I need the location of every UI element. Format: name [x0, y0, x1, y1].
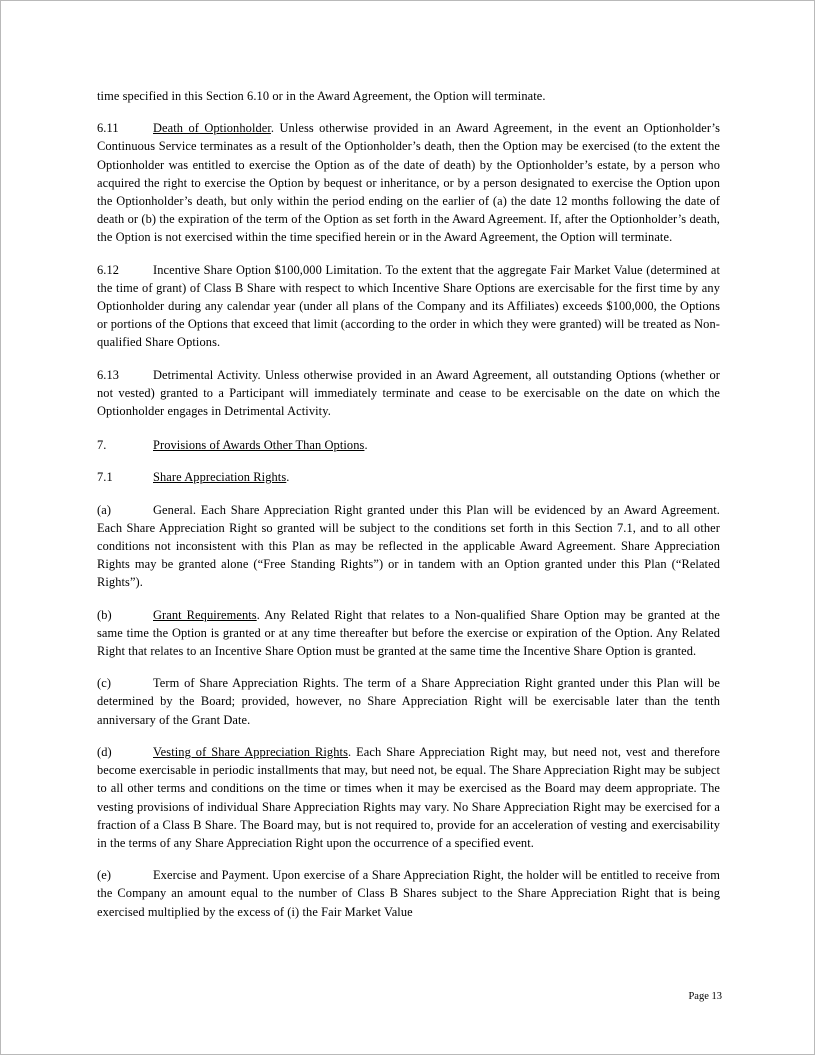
- section-number: 7.: [97, 438, 107, 453]
- clause-heading: Detrimental Activity: [153, 367, 258, 382]
- clause-letter: (e): [97, 868, 112, 883]
- clause-heading: Term of Share Appreciation Rights: [153, 676, 336, 691]
- clause-heading: Incentive Share Option $100,000 Limitation: [153, 262, 379, 277]
- paragraph-7-1-b: [97, 606, 720, 661]
- paragraph-6-13: [97, 366, 720, 421]
- document-body: [97, 87, 720, 935]
- clause-heading: Vesting of Share Appreciation Rights: [153, 744, 348, 759]
- paragraph-7-1-c: [97, 674, 720, 729]
- paragraph-6-11: [97, 119, 720, 246]
- clause-number: 7.1: [97, 470, 113, 485]
- clause-letter: (c): [97, 676, 112, 691]
- clause-heading: Grant Requirements: [153, 607, 257, 622]
- paragraph-7-1: [97, 468, 720, 486]
- paragraph-7-1-a: [97, 501, 720, 592]
- paragraph-text: time specified in this Section 6.10 or in the Award Agreement, the Option will terminate.: [97, 89, 546, 103]
- paragraph-text: .: [364, 438, 368, 453]
- paragraph-intro: [97, 87, 720, 105]
- paragraph-7-1-d: [97, 743, 720, 852]
- clause-heading: Exercise and Payment: [153, 868, 266, 883]
- paragraph-text: . Each Share Appreciation Right may, but need not, vest and therefore become exercisable in periodic installments that may, but need not, be equal. The Share Appreciation Right may be subject to all other terms and conditions on the time or times when it may be exercised as the Board may deem appropriate. The vesting provisions of individual Share Appreciation Rights may vary. No Share Appreciation Right may be exercised for a fraction of a Class B Share. The Board may, but is not required to, provide for an acceleration of vesting and exercisability in the terms of any Share Appreciation Right upon the occurrence of a specified event.: [97, 744, 720, 850]
- clause-heading: Death of Optionholder: [153, 121, 271, 136]
- paragraph-text: . Unless otherwise provided in an Award Agreement, all outstanding Options (whether or not vested) granted to a Participant will immediately terminate and cease to be exercisable on the date on which the Optionholder engages in Detrimental Activity.: [97, 367, 720, 419]
- paragraph-text: . To the extent that the aggregate Fair Market Value (determined at the time of grant) of Class B Share with respect to which Incentive Share Options are exercisable for the first time by any Optionholder during any calendar year (under all plans of the Company and its Affiliates) exceeds $100,000, the Options or portions of the Options that exceed that limit (according to the order in which they were granted) will be treated as Non-qualified Share Options.: [97, 262, 721, 350]
- page-number: Page 13: [688, 991, 722, 1002]
- paragraph-7-1-e: [97, 866, 720, 921]
- clause-heading: General: [153, 502, 193, 517]
- clause-letter: (b): [97, 607, 112, 622]
- paragraph-text: . Upon exercise of a Share Appreciation Right, the holder will be entitled to receive from the Company an amount equal to the number of Class B Shares subject to the Share Appreciation Right that is being exercised multiplied by the excess of (i) the Fair Market Value: [97, 868, 720, 919]
- clause-letter: (d): [97, 744, 112, 759]
- paragraph-text: .: [286, 470, 290, 485]
- clause-number: 6.12: [97, 262, 120, 277]
- paragraph-text: . Unless otherwise provided in an Award Agreement, in the event an Optionholder’s Continuous Service terminates as a result of the Optionholder’s death, then the Option may be exercised (to the extent the Optionholder was entitled to exercise the Option as of the date of death) by the Optionholder’s estate, by a person who acquired the right to exercise the Option by bequest or inheritance, or by a person designated to exercise the Option upon the Optionholder’s death, but only within the period ending on the earlier of (a) the date 12 months following the date of death or (b) the expiration of the term of the Option as set forth in the Award Agreement. If, after the Optionholder’s death, the Option is not exercised within the time specified herein or in the Award Agreement, the Option will terminate.: [97, 121, 720, 245]
- section-title: Provisions of Awards Other Than Options: [153, 438, 365, 453]
- clause-number: 6.13: [97, 367, 120, 382]
- section-heading-7: [97, 436, 720, 454]
- paragraph-6-12: [97, 261, 720, 352]
- paragraph-text: . Each Share Appreciation Right granted under this Plan will be evidenced by an Award Agreement. Each Share Appreciation Right so granted will be subject to the conditions set forth in this Section 7.1, and to all other conditions not inconsistent with this Plan as may be reflected in the applicable Award Agreement. Share Appreciation Rights may be granted alone (“Free Standing Rights”) or in tandem with an Option granted under this Plan (“Related Rights”).: [97, 502, 720, 590]
- paragraph-text: . The term of a Share Appreciation Right granted under this Plan will be determined by the Board; provided, however, no Share Appreciation Right will be exercisable later than the tenth anniversary of the Grant Date.: [97, 676, 720, 727]
- clause-number: 6.11: [97, 121, 119, 136]
- clause-letter: (a): [97, 502, 112, 517]
- clause-heading: Share Appreciation Rights: [153, 470, 287, 485]
- paragraph-text: . Any Related Right that relates to a Non-qualified Share Option may be granted at the same time the Option is granted or at any time thereafter but before the exercise or expiration of the Option. Any Related Right that relates to an Incentive Share Option must be granted at the same time the Incentive Share Option is granted.: [97, 607, 720, 659]
